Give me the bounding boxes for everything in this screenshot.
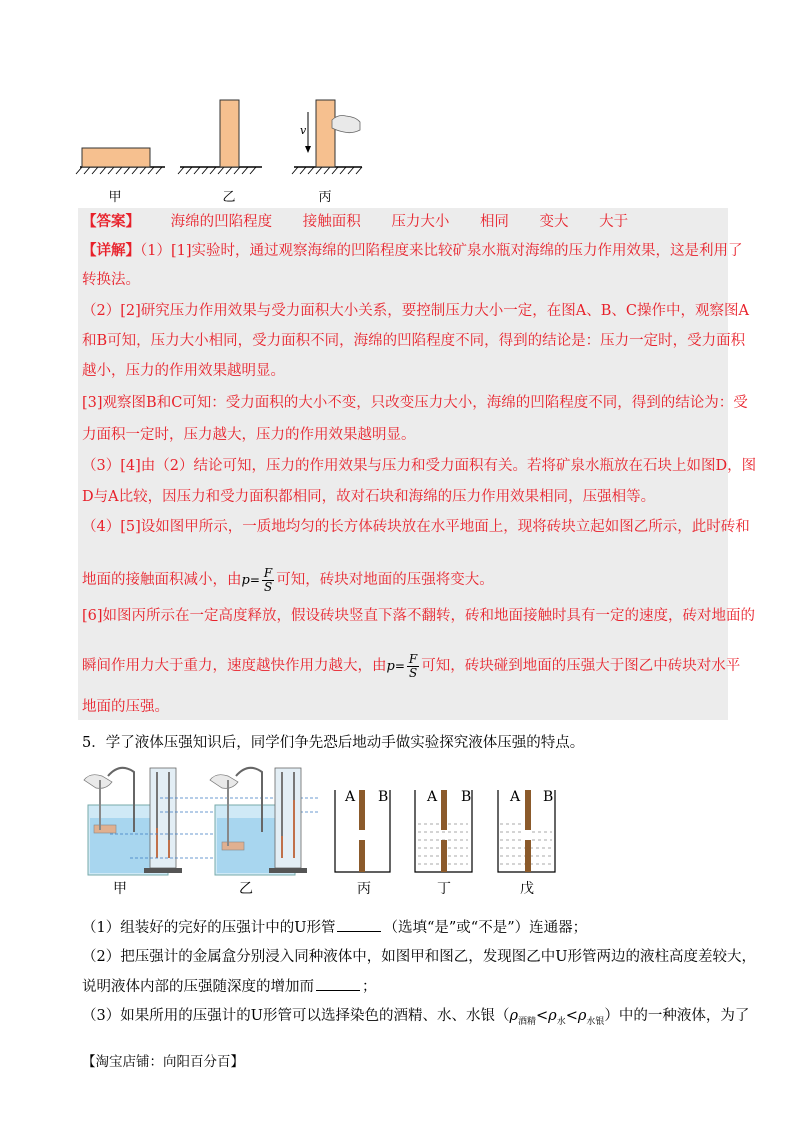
question-5-part-2b: 说明液体内部的压强随深度的增加而 ； — [82, 976, 377, 997]
answer-blank-2[interactable] — [316, 976, 360, 991]
detail-line-7: 力面积一定时，压力越大，压力的作用效果越明显。 — [82, 427, 416, 443]
pressure-formula-2: $\frac{F}{S}$ — [408, 651, 418, 680]
detail-line-13: 瞬间作用力大于重力，速度越快作用力越大，由p= $\frac{F}{S}$ 可知，砖块碰到地面的压强大于图乙中砖块对水平 — [82, 651, 741, 680]
detail-line-9: D与A比较，因压力和受力面积都相同，故对石块和海绵的压力作用效果相同，压强相等。 — [82, 489, 656, 505]
detail-label: 【详解】 — [82, 242, 140, 259]
fig-label-yi: 乙 — [222, 190, 236, 205]
fig5-label-wu: 戊 — [520, 881, 534, 897]
answer-label: 【答案】 — [82, 213, 140, 230]
detail-line-14: 地面的压强。 — [82, 699, 169, 715]
hand-icon — [332, 116, 360, 133]
fig5-label-ding: 丁 — [437, 881, 451, 897]
answer-item-2: 接触面积 — [302, 214, 361, 230]
fig5-label-bing: 丙 — [357, 881, 371, 897]
detail-line-10: （4）[5]设如图甲所示，一质地均匀的长方体砖块放在水平地面上，现将砖块立起如图乙所示，此时砖和 — [82, 519, 750, 535]
detail-line-4: 和B可知，压力大小相同，受力面积不同，海绵的凹陷程度不同，得到的结论是：压力一定时，受力面积 — [82, 333, 746, 349]
fig-label-jia: 甲 — [108, 190, 122, 205]
pressure-formula-1: $\frac{F}{S}$ — [263, 565, 273, 594]
brick-flat — [82, 148, 150, 167]
fig5-label-yi: 乙 — [239, 881, 253, 897]
detail-line-11: 地面的接触面积减小，由p= $\frac{F}{S}$ 可知，砖块对地面的压强将变大。 — [82, 565, 494, 594]
answer-item-5: 变大 — [539, 214, 569, 230]
answer-item-1: 海绵的凹陷程度 — [170, 214, 273, 230]
detail-line-5: 越小，压力的作用效果越明显。 — [82, 363, 285, 379]
answer-item-6: 大于 — [599, 214, 629, 230]
brick-upright — [220, 100, 239, 167]
brick-figure — [70, 90, 390, 190]
answer-item-3: 压力大小 — [391, 214, 450, 230]
detail-line-8: （3）[4]由（2）结论可知，压力的作用效果与压力和受力面积有关。若将矿泉水瓶放在石块上如图D，图 — [82, 458, 757, 474]
answer-line — [82, 212, 628, 232]
question-5-part-2a: （2）把压强计的金属盒分别浸入同种液体中，如图甲和图乙，发现图乙中U形管两边的液柱高度差较大， — [82, 949, 756, 965]
question-5-part-1: （1）组装好的完好的压强计中的U形管 （选填“是”或“不是”）连通器； — [82, 917, 587, 938]
question-5-part-3: （3）如果所用的压强计的U形管可以选择染色的酒精、水、水银$(\rho_{酒精}<\rho_水<\rho_{水银})$中的一种液体，为了 — [82, 1008, 750, 1027]
tube-label-b-1: B — [378, 789, 389, 805]
tube-label-b-3: B — [543, 789, 554, 805]
answer-blank-1[interactable] — [337, 917, 381, 932]
detail-line-6: [3]观察图B和C可知：受力面积的大小不变，只改变压力大小，海绵的凹陷程度不同，得到的结论为：受 — [82, 395, 748, 411]
tube-label-a-1: A — [345, 789, 356, 805]
pressure-gauge-figure — [70, 760, 580, 885]
detail-line-2: 转换法。 — [82, 272, 140, 288]
brick-falling — [316, 100, 335, 167]
footer-shop: 【淘宝店铺：向阳百分百】 — [82, 1054, 244, 1070]
answer-item-4: 相同 — [479, 214, 509, 230]
question-5-stem: 5．学了液体压强知识后，同学们争先恐后地动手做实验探究液体压强的特点。 — [82, 735, 585, 751]
velocity-label: v — [300, 124, 307, 137]
detail-line-1: 【详解】（1）[1]实验时，通过观察海绵的凹陷程度来比较矿泉水瓶对海绵的压力作用效果，这是利用了 — [82, 242, 743, 259]
tube-label-b-2: B — [461, 789, 472, 805]
formula-p-2: p — [386, 659, 395, 674]
tube-label-a-2: A — [427, 789, 438, 805]
formula-p: p — [241, 573, 250, 588]
fig-label-bing: 丙 — [318, 190, 332, 205]
detail-line-12: [6]如图丙所示在一定高度释放，假设砖块竖直下落不翻转，砖和地面接触时具有一定的速度，砖对地面的 — [82, 608, 756, 624]
detail-line-3: （2）[2]研究压力作用效果与受力面积大小关系，要控制压力大小一定，在图A、B、C操作中，观察图A — [82, 303, 749, 319]
fig5-label-jia: 甲 — [113, 881, 127, 897]
tube-label-a-3: A — [510, 789, 521, 805]
